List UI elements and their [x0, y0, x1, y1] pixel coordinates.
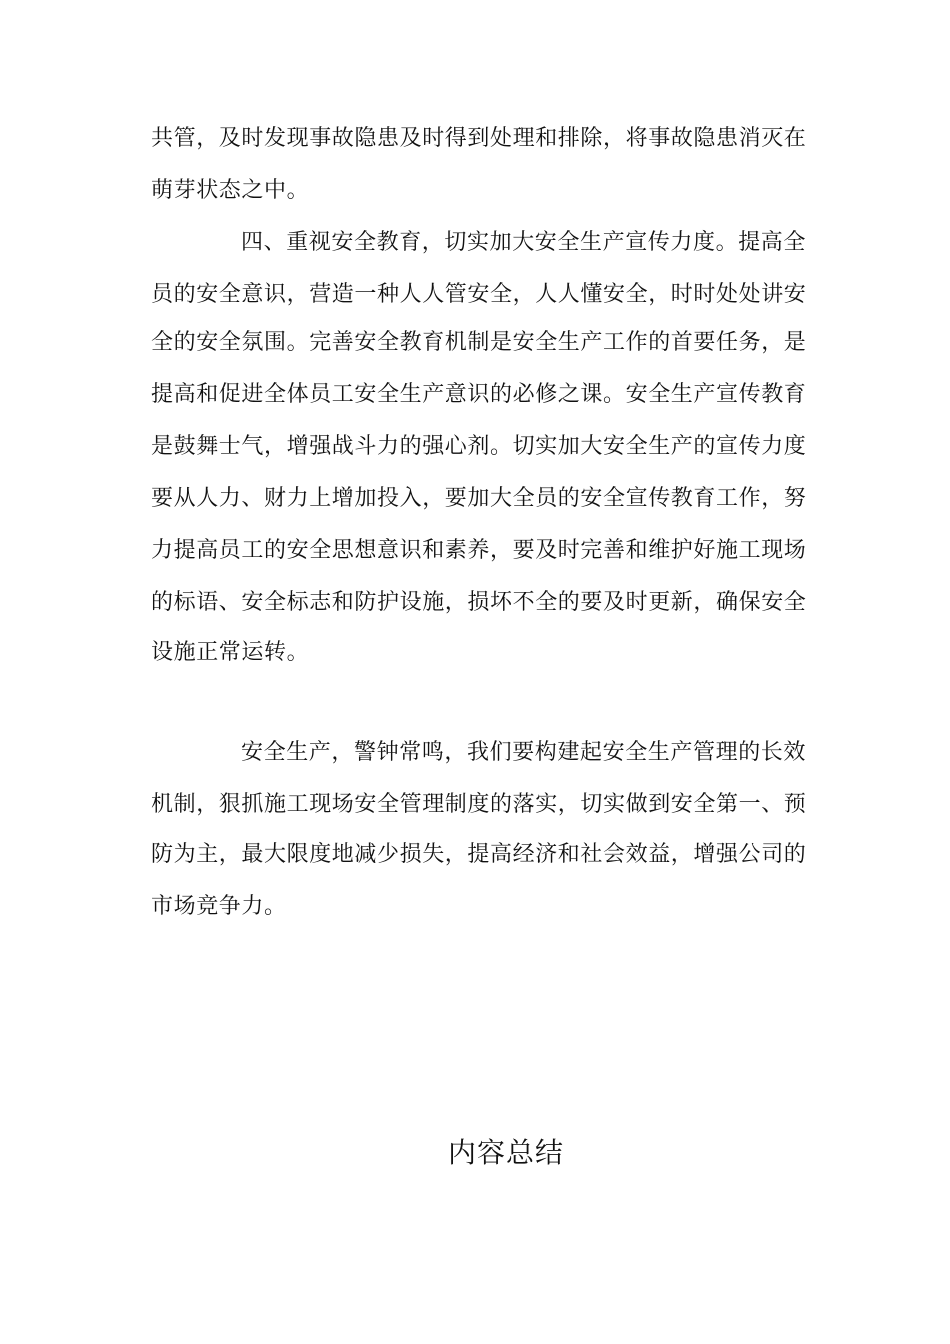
paragraph-2-line-3: 全的安全氛围。完善安全教育机制是安全生产工作的首要任务，是: [151, 330, 807, 355]
paragraph-2-line-1: 四、重视安全教育，切实加大安全生产宣传力度。提高全: [241, 230, 807, 255]
paragraph-2-line-9: 设施正常运转。: [151, 640, 310, 665]
summary-heading: 内容总结: [448, 1136, 565, 1169]
paragraph-3-line-2: 机制，狠抓施工现场安全管理制度的落实，切实做到安全第一、预: [151, 792, 807, 817]
paragraph-2-line-7: 力提高员工的安全思想意识和素养，要及时完善和维护好施工现场: [151, 538, 807, 563]
paragraph-3-line-1: 安全生产，警钟常鸣，我们要构建起安全生产管理的长效: [241, 740, 807, 765]
paragraph-3-line-3: 防为主，最大限度地减少损失，提高经济和社会效益，增强公司的: [151, 842, 807, 867]
paragraph-3-line-4: 市场竞争力。: [151, 894, 287, 919]
paragraph-2-line-2: 员的安全意识，营造一种人人管安全，人人懂安全，时时处处讲安: [151, 282, 807, 307]
paragraph-1-line-1: 共管，及时发现事故隐患及时得到处理和排除，将事故隐患消灭在: [151, 126, 807, 151]
paragraph-1-line-2: 萌芽状态之中。: [151, 178, 310, 203]
paragraph-2-line-4: 提高和促进全体员工安全生产意识的必修之课。安全生产宣传教育: [151, 382, 807, 407]
paragraph-2-line-5: 是鼓舞士气，增强战斗力的强心剂。切实加大安全生产的宣传力度: [151, 434, 807, 459]
paragraph-2-line-6: 要从人力、财力上增加投入，要加大全员的安全宣传教育工作，努: [151, 486, 807, 511]
paragraph-2-line-8: 的标语、安全标志和防护设施，损坏不全的要及时更新，确保安全: [151, 590, 807, 615]
